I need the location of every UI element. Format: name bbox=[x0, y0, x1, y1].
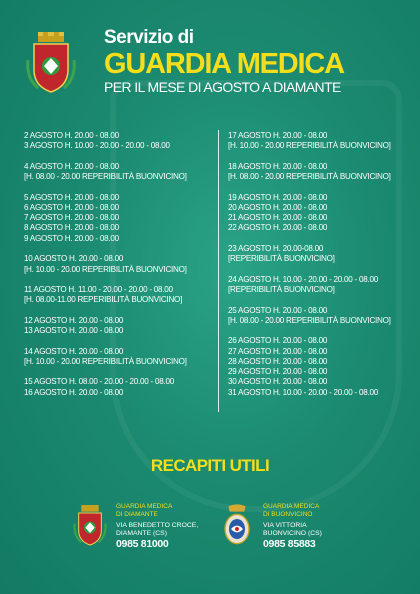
contact-address-line: VIA BENEDETTO CROCE, bbox=[116, 522, 199, 529]
schedule-entry bbox=[24, 162, 214, 183]
contact-address-line: BUONVICINO (CS) bbox=[263, 530, 322, 537]
contact-name bbox=[263, 503, 319, 518]
schedule-line: 23 AGOSTO H. 20.00-08.00 bbox=[228, 243, 324, 253]
schedule-line: 2 AGOSTO H. 20.00 - 08.00 bbox=[24, 131, 119, 140]
schedule-line: 18 AGOSTO H. 20.00 - 08.00 bbox=[228, 161, 328, 171]
schedule-line: 29 AGOSTO H. 20.00 - 08.00 bbox=[228, 367, 328, 377]
contact-name bbox=[116, 503, 172, 518]
schedule-entry bbox=[24, 285, 214, 306]
schedule-entry bbox=[24, 193, 214, 244]
contact-name-line: DI BUONVICINO bbox=[263, 510, 313, 518]
schedule-right-column bbox=[228, 131, 413, 408]
buonvicino-crest-icon bbox=[219, 503, 255, 547]
schedule-line: [H. 10.00 - 20.00 REPERIBILITÀ BUONVICINO] bbox=[228, 141, 391, 151]
schedule-line: [H. 08.00 - 20.00 REPERIBILITÀ BUONVICINO] bbox=[24, 172, 187, 182]
schedule-line: 14 AGOSTO H. 20.00 - 08.00 bbox=[24, 346, 124, 356]
diamante-crest-icon bbox=[24, 30, 78, 94]
schedule-line: 10 AGOSTO H. 20.00 - 08.00 bbox=[24, 254, 124, 264]
schedule-entry bbox=[24, 377, 214, 398]
contact-phone: 0985 81000 bbox=[116, 538, 169, 550]
schedule-line: [H. 08.00 - 20.00 REPERIBILITÀ BUONVICINO] bbox=[228, 172, 391, 182]
contact-address bbox=[116, 522, 198, 538]
schedule-line: [H. 10.00 - 20.00 REPERIBILITÀ BUONVICINO] bbox=[24, 264, 187, 274]
schedule-entry bbox=[228, 244, 413, 265]
schedule-line: 3 AGOSTO H. 10.00 - 20.00 - 20.00 - 08.00 bbox=[24, 141, 170, 151]
schedule-line: 7 AGOSTO H. 20.00 - 08.00 bbox=[24, 213, 119, 223]
schedule-line: 20 AGOSTO H. 20.00 - 08.00 bbox=[228, 202, 328, 212]
schedule-entry bbox=[24, 347, 214, 368]
schedule-line: 27 AGOSTO H. 20.00 - 08.00 bbox=[228, 346, 328, 356]
schedule-entry bbox=[228, 131, 413, 152]
schedule-line: 9 AGOSTO H. 20.00 - 08.00 bbox=[24, 233, 119, 243]
schedule-entry bbox=[228, 336, 413, 398]
pre-title: Servizio di bbox=[104, 27, 194, 48]
schedule-line: 11 AGOSTO H. 11.00 - 20.00 - 20.00 - 08.00 bbox=[24, 285, 173, 295]
contact-name-line: DI DIAMANTE bbox=[116, 510, 158, 518]
schedule-line: 28 AGOSTO H. 20.00 - 08.00 bbox=[228, 356, 328, 366]
schedule-entry bbox=[228, 306, 413, 327]
schedule-line: 17 AGOSTO H. 20.00 - 08.00 bbox=[228, 131, 328, 140]
schedule-line: 13 AGOSTO H. 20.00 - 08.00 bbox=[24, 326, 124, 336]
schedule-entry bbox=[24, 254, 214, 275]
page-title: GUARDIA MEDICA bbox=[104, 48, 344, 80]
schedule-line: 22 AGOSTO H. 20.00 - 08.00 bbox=[228, 223, 328, 233]
contact-address-line: DIAMANTE (CS) bbox=[116, 530, 167, 537]
schedule-line: [REPERIBILITÀ BUONVICINO] bbox=[228, 254, 335, 264]
schedule-line: 30 AGOSTO H. 20.00 - 08.00 bbox=[228, 377, 328, 387]
contact-address bbox=[263, 522, 322, 538]
schedule-line: [H. 08.00-11.00 REPERIBILITÀ BUONVICINO] bbox=[24, 295, 183, 305]
schedule-line: 26 AGOSTO H. 20.00 - 08.00 bbox=[228, 336, 328, 346]
schedule-line: 6 AGOSTO H. 20.00 - 08.00 bbox=[24, 202, 119, 212]
schedule-entry bbox=[24, 131, 214, 152]
schedule-line: 12 AGOSTO H. 20.00 - 08.00 bbox=[24, 315, 124, 325]
schedule-entry bbox=[24, 316, 214, 337]
schedule-line: 8 AGOSTO H. 20.00 - 08.00 bbox=[24, 223, 119, 233]
contact-name-line: GUARDIA MEDICA bbox=[263, 503, 320, 510]
schedule-line: 19 AGOSTO H. 20.00 - 08.00 bbox=[228, 192, 328, 202]
schedule-line: [REPERIBILITÀ BUONVICINO] bbox=[228, 285, 335, 295]
schedule-line: 25 AGOSTO H. 20.00 - 08.00 bbox=[228, 305, 328, 315]
schedule-line: 21 AGOSTO H. 20.00 - 08.00 bbox=[228, 213, 328, 223]
schedule-line: 15 AGOSTO H. 08.00 - 20.00 - 20.00 - 08.00 bbox=[24, 377, 174, 387]
contact-phone: 0985 85883 bbox=[263, 538, 316, 550]
schedule-entry bbox=[228, 162, 413, 183]
page-subtitle: PER IL MESE DI AGOSTO A DIAMANTE bbox=[104, 79, 341, 95]
schedule-line: [H. 10.00 - 20.00 REPERIBILITÀ BUONVICINO] bbox=[24, 356, 187, 366]
diamante-crest-icon bbox=[72, 503, 108, 547]
schedule-line: 31 AGOSTO H. 10.00 - 20.00 - 20.00 - 08.00 bbox=[228, 387, 378, 397]
schedule-entry bbox=[228, 275, 413, 296]
schedule-line: 5 AGOSTO H. 20.00 - 08.00 bbox=[24, 192, 119, 202]
schedule-line: 4 AGOSTO H. 20.00 - 08.00 bbox=[24, 161, 119, 171]
header bbox=[104, 28, 344, 95]
contact-name-line: GUARDIA MEDICA bbox=[116, 503, 173, 510]
schedule-line: 24 AGOSTO H. 10.00 - 20.00 - 20.00 - 08.00 bbox=[228, 274, 378, 284]
schedule-line: [H. 08.00 - 20.00 REPERIBILITÀ BUONVICINO] bbox=[228, 315, 391, 325]
schedule-entry bbox=[228, 193, 413, 234]
contacts-title: RECAPITI UTILI bbox=[150, 456, 270, 475]
schedule-line: 16 AGOSTO H. 20.00 - 08.00 bbox=[24, 387, 124, 397]
schedule-left-column bbox=[24, 131, 214, 408]
contact-address-line: VIA VITTORIA bbox=[263, 522, 307, 529]
column-divider bbox=[218, 130, 219, 412]
